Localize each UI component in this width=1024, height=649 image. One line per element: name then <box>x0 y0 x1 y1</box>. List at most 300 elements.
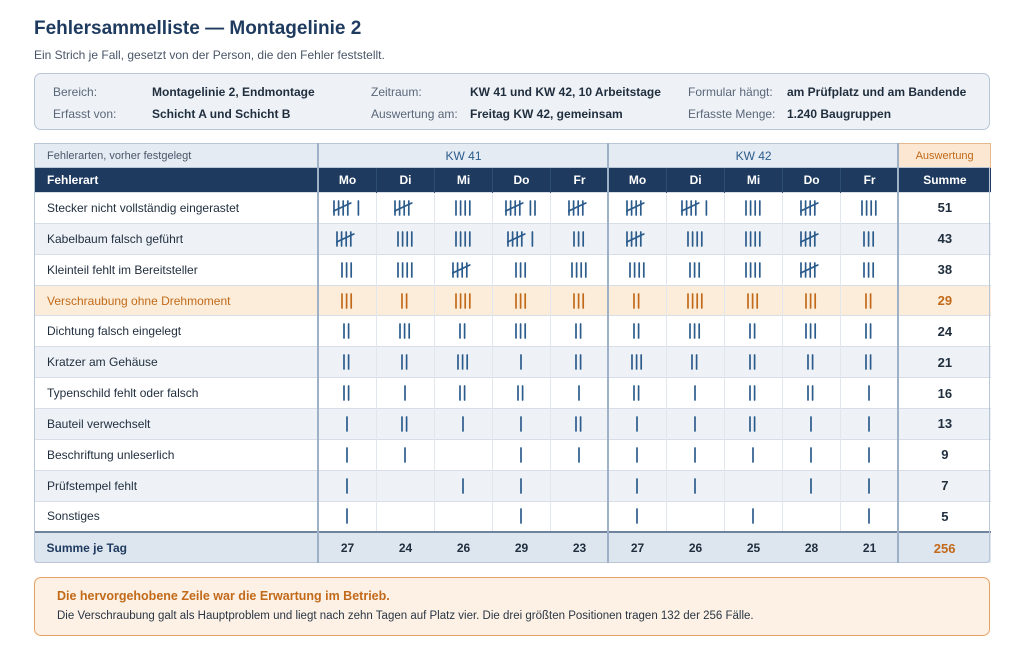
tally-marks <box>336 231 360 247</box>
footer-row <box>35 532 991 563</box>
tally-marks <box>745 231 763 247</box>
tally-marks <box>455 231 473 247</box>
tally-cell <box>609 501 667 532</box>
table-row <box>35 501 991 532</box>
meta-panel <box>34 73 990 130</box>
tally-marks <box>863 231 876 247</box>
tally-marks <box>636 447 640 463</box>
tally-cell <box>493 193 551 224</box>
row-sum: 13 <box>899 409 991 440</box>
menge-label: Erfasste Menge: <box>688 107 776 121</box>
fehlerart-name: Stecker nicht vollständig eingerastet <box>35 193 319 224</box>
tally-cell <box>609 316 667 347</box>
tally-marks <box>405 508 406 524</box>
tally-cell <box>319 501 377 532</box>
tally-marks <box>568 200 592 216</box>
tally-cell <box>725 378 783 409</box>
table-row <box>35 223 991 254</box>
auswertung-value: Freitag KW 42, gemeinsam <box>470 107 623 121</box>
tally-cell <box>725 501 783 532</box>
tally-marks <box>404 385 408 401</box>
tally-cell <box>841 347 899 378</box>
tally-cell <box>609 409 667 440</box>
tally-marks <box>346 478 350 494</box>
tally-marks <box>807 385 816 401</box>
tally-marks <box>800 231 824 247</box>
tally-marks <box>343 385 352 401</box>
tally-marks <box>865 293 874 309</box>
group-header-row <box>35 144 991 168</box>
tally-cell <box>725 470 783 501</box>
tally-cell <box>725 409 783 440</box>
menge-value: 1.240 Baugruppen <box>787 107 892 121</box>
fehlerart-name: Typenschild fehlt oder falsch <box>35 378 319 409</box>
tally-cell <box>725 347 783 378</box>
tally-marks <box>752 508 756 524</box>
tally-table <box>34 143 991 563</box>
tally-cell <box>609 193 667 224</box>
tally-marks <box>865 323 874 339</box>
tally-cell <box>551 254 609 285</box>
tally-marks <box>747 293 760 309</box>
tally-marks <box>752 447 756 463</box>
tally-marks <box>868 416 872 432</box>
tally-cell <box>377 285 435 316</box>
tally-cell <box>725 193 783 224</box>
day-sum: 27 <box>319 532 377 563</box>
tally-marks <box>397 231 415 247</box>
tally-cell <box>551 223 609 254</box>
tally-marks <box>341 293 354 309</box>
row-sum: 43 <box>899 223 991 254</box>
tally-marks <box>520 508 524 524</box>
tally-marks <box>636 478 640 494</box>
table-row <box>35 470 991 501</box>
tally-cell <box>783 223 841 254</box>
tally-cell <box>435 409 493 440</box>
tally-marks <box>459 323 468 339</box>
column-header-row <box>35 168 991 193</box>
tally-marks <box>346 416 350 432</box>
tally-cell <box>667 316 725 347</box>
tally-marks <box>397 262 415 278</box>
col-day: Do <box>783 168 841 193</box>
tally-marks <box>399 323 412 339</box>
tally-cell <box>551 470 609 501</box>
zeitraum-value: KW 41 und KW 42, 10 Arbeitstage <box>470 85 661 99</box>
page-title: Fehlersammelliste — Montagelinie 2 <box>34 18 362 39</box>
tally-marks <box>401 354 410 370</box>
tally-marks <box>394 200 418 216</box>
tally-cell <box>783 254 841 285</box>
zeitraum-label: Zeitraum: <box>371 85 422 99</box>
tally-marks <box>689 262 702 278</box>
col-day: Mi <box>435 168 493 193</box>
table-row <box>35 254 991 285</box>
tally-cell <box>609 223 667 254</box>
tally-cell <box>319 409 377 440</box>
col-summe: Summe <box>899 168 991 193</box>
page-subtitle: Ein Strich je Fall, gesetzt von der Person, die den Fehler feststellt. <box>34 48 385 62</box>
tally-cell <box>783 470 841 501</box>
tally-marks <box>868 385 872 401</box>
table-row <box>35 409 991 440</box>
tally-marks <box>571 262 589 278</box>
fehlerart-name: Kleinteil fehlt im Bereitsteller <box>35 254 319 285</box>
tally-cell <box>493 285 551 316</box>
tally-marks <box>687 293 705 309</box>
tally-cell <box>377 347 435 378</box>
table-row <box>35 378 991 409</box>
tally-cell <box>841 254 899 285</box>
row-sum: 51 <box>899 193 991 224</box>
tally-cell <box>841 439 899 470</box>
tally-marks <box>575 416 584 432</box>
tally-marks <box>636 508 640 524</box>
tally-cell <box>783 409 841 440</box>
tally-cell <box>319 439 377 470</box>
erfasst-label: Erfasst von: <box>53 107 117 121</box>
group-kw41: KW 41 <box>319 144 609 168</box>
col-day: Mo <box>609 168 667 193</box>
tally-cell <box>319 347 377 378</box>
bereich-label: Bereich: <box>53 85 98 99</box>
row-sum: 24 <box>899 316 991 347</box>
tally-marks <box>694 416 698 432</box>
row-sum: 21 <box>899 347 991 378</box>
col-day: Do <box>493 168 551 193</box>
tally-cell <box>377 409 435 440</box>
day-sum: 23 <box>551 532 609 563</box>
tally-marks <box>636 416 640 432</box>
tally-marks <box>805 293 818 309</box>
tally-marks <box>687 231 705 247</box>
tally-marks <box>343 354 352 370</box>
tally-marks <box>573 231 586 247</box>
tally-marks <box>517 385 526 401</box>
tally-marks <box>811 508 812 524</box>
tally-cell <box>841 409 899 440</box>
tally-cell <box>435 285 493 316</box>
tally-cell <box>725 285 783 316</box>
tally-cell <box>841 193 899 224</box>
tally-cell <box>493 254 551 285</box>
tally-marks <box>626 200 650 216</box>
tally-marks <box>515 293 528 309</box>
row-sum: 7 <box>899 470 991 501</box>
tally-marks <box>455 293 473 309</box>
tally-cell <box>841 470 899 501</box>
tally-cell <box>609 378 667 409</box>
day-sum: 21 <box>841 532 899 563</box>
tally-marks <box>633 323 642 339</box>
tally-cell <box>725 439 783 470</box>
tally-marks <box>505 200 538 216</box>
tally-sheet <box>34 143 990 563</box>
tally-marks <box>579 508 580 524</box>
tally-marks <box>520 478 524 494</box>
fehlerart-name: Bauteil verwechselt <box>35 409 319 440</box>
tally-marks <box>868 447 872 463</box>
tally-cell <box>435 223 493 254</box>
tally-marks <box>462 478 466 494</box>
tally-marks <box>749 416 758 432</box>
tally-cell <box>319 254 377 285</box>
day-sum: 29 <box>493 532 551 563</box>
tally-cell <box>667 193 725 224</box>
tally-cell <box>551 285 609 316</box>
tally-cell <box>609 285 667 316</box>
tally-marks <box>457 354 470 370</box>
tally-cell <box>841 285 899 316</box>
tally-marks <box>745 200 763 216</box>
tally-marks <box>463 447 464 463</box>
tally-marks <box>807 354 816 370</box>
fehlerart-name: Dichtung falsch eingelegt <box>35 316 319 347</box>
table-body <box>35 193 991 533</box>
fehlerart-name: Verschraubung ohne Drehmoment <box>35 285 319 316</box>
tally-marks <box>515 323 528 339</box>
col-fehlerart: Fehlerart <box>35 168 319 193</box>
tally-cell <box>667 347 725 378</box>
tally-marks <box>401 416 410 432</box>
tally-cell <box>783 501 841 532</box>
table-row <box>35 347 991 378</box>
tally-cell <box>783 285 841 316</box>
tally-cell <box>435 193 493 224</box>
tally-cell <box>493 439 551 470</box>
tally-marks <box>800 200 824 216</box>
tally-marks <box>346 447 350 463</box>
row-sum: 16 <box>899 378 991 409</box>
table-row <box>35 316 991 347</box>
tally-cell <box>841 378 899 409</box>
tally-cell <box>319 316 377 347</box>
auswertung-label: Auswertung am: <box>371 107 458 121</box>
tally-cell <box>783 347 841 378</box>
tally-marks <box>573 293 586 309</box>
formular-label: Formular hängt: <box>688 85 773 99</box>
tally-cell <box>667 470 725 501</box>
group-kw42: KW 42 <box>609 144 899 168</box>
tally-marks <box>800 262 824 278</box>
tally-cell <box>551 378 609 409</box>
tally-cell <box>377 316 435 347</box>
day-sum: 28 <box>783 532 841 563</box>
tally-cell <box>377 193 435 224</box>
tally-marks <box>810 478 814 494</box>
col-day: Mo <box>319 168 377 193</box>
tally-cell <box>319 285 377 316</box>
col-day: Fr <box>551 168 609 193</box>
tally-marks <box>695 508 696 524</box>
tally-cell <box>493 470 551 501</box>
tally-marks <box>861 200 879 216</box>
tally-cell <box>493 501 551 532</box>
tally-cell <box>377 378 435 409</box>
erfasst-value: Schicht A und Schicht B <box>152 107 291 121</box>
tally-cell <box>377 254 435 285</box>
meta-row-1 <box>35 83 989 101</box>
tally-cell <box>725 223 783 254</box>
tally-cell <box>667 409 725 440</box>
footer-label: Summe je Tag <box>35 532 319 563</box>
tally-cell <box>667 439 725 470</box>
tally-cell <box>551 439 609 470</box>
tally-cell <box>783 316 841 347</box>
tally-marks <box>749 354 758 370</box>
tally-marks <box>745 262 763 278</box>
tally-cell <box>377 223 435 254</box>
tally-cell <box>493 378 551 409</box>
tally-marks <box>810 416 814 432</box>
tally-cell <box>783 193 841 224</box>
meta-row-2 <box>35 105 989 123</box>
tally-marks <box>455 200 473 216</box>
tally-cell <box>319 470 377 501</box>
tally-marks <box>507 231 535 247</box>
tally-cell <box>841 223 899 254</box>
tally-cell <box>667 501 725 532</box>
group-auswertung: Auswertung <box>899 144 991 168</box>
tally-marks <box>868 478 872 494</box>
tally-cell <box>667 223 725 254</box>
tally-cell <box>435 254 493 285</box>
tally-marks <box>404 447 408 463</box>
tally-marks <box>579 478 580 494</box>
row-sum: 9 <box>899 439 991 470</box>
tally-marks <box>694 385 698 401</box>
tally-marks <box>341 262 354 278</box>
tally-cell <box>841 501 899 532</box>
tally-cell <box>377 439 435 470</box>
tally-marks <box>810 447 814 463</box>
tally-marks <box>863 262 876 278</box>
tally-cell <box>319 193 377 224</box>
col-day: Di <box>377 168 435 193</box>
note-title: Die hervorgehobene Zeile war die Erwartung im Betrieb. <box>57 589 390 603</box>
tally-cell <box>725 254 783 285</box>
tally-marks <box>694 447 698 463</box>
tally-cell <box>435 316 493 347</box>
formular-value: am Prüfplatz und am Bandende <box>787 85 967 99</box>
tally-cell <box>435 501 493 532</box>
fehlerart-name: Prüfstempel fehlt <box>35 470 319 501</box>
tally-cell <box>319 223 377 254</box>
fehlerart-name: Beschriftung unleserlich <box>35 439 319 470</box>
tally-cell <box>377 470 435 501</box>
grand-total: 256 <box>899 532 991 563</box>
tally-cell <box>667 254 725 285</box>
tally-marks <box>633 293 642 309</box>
tally-marks <box>462 416 466 432</box>
tally-cell <box>435 378 493 409</box>
tally-marks <box>343 323 352 339</box>
tally-marks <box>578 447 582 463</box>
tally-marks <box>515 262 528 278</box>
tally-marks <box>459 385 468 401</box>
tally-cell <box>493 409 551 440</box>
fehlerart-name: Sonstiges <box>35 501 319 532</box>
fehlerart-name: Kratzer am Gehäuse <box>35 347 319 378</box>
tally-marks <box>868 508 872 524</box>
tally-cell <box>435 439 493 470</box>
tally-marks <box>631 354 644 370</box>
tally-cell <box>551 409 609 440</box>
tally-cell <box>493 223 551 254</box>
tally-marks <box>520 416 524 432</box>
table-row <box>35 439 991 470</box>
tally-marks <box>346 508 350 524</box>
tally-marks <box>753 478 754 494</box>
tally-cell <box>783 439 841 470</box>
tally-marks <box>691 354 700 370</box>
tally-cell <box>435 347 493 378</box>
tally-cell <box>493 316 551 347</box>
table-row <box>35 285 991 316</box>
day-sum: 25 <box>725 532 783 563</box>
tally-marks <box>520 354 524 370</box>
day-sum: 26 <box>435 532 493 563</box>
tally-marks <box>452 262 476 278</box>
tally-cell <box>551 501 609 532</box>
tally-cell <box>725 316 783 347</box>
tally-cell <box>609 347 667 378</box>
col-day: Mi <box>725 168 783 193</box>
tally-cell <box>609 470 667 501</box>
tally-cell <box>551 193 609 224</box>
row-sum: 5 <box>899 501 991 532</box>
tally-marks <box>629 262 647 278</box>
tally-marks <box>401 293 410 309</box>
tally-cell <box>551 316 609 347</box>
tally-marks <box>694 478 698 494</box>
tally-marks <box>805 323 818 339</box>
tally-marks <box>626 231 650 247</box>
table-row <box>35 193 991 224</box>
row-sum: 38 <box>899 254 991 285</box>
col-day: Fr <box>841 168 899 193</box>
tally-cell <box>551 347 609 378</box>
row-sum: 29 <box>899 285 991 316</box>
tally-cell <box>667 285 725 316</box>
col-day: Di <box>667 168 725 193</box>
callout-note <box>34 577 990 636</box>
tally-marks <box>405 478 406 494</box>
group-fehlerarten: Fehlerarten, vorher festgelegt <box>35 144 319 168</box>
tally-marks <box>575 323 584 339</box>
day-sum: 26 <box>667 532 725 563</box>
tally-cell <box>493 347 551 378</box>
tally-cell <box>667 378 725 409</box>
tally-cell <box>609 439 667 470</box>
tally-marks <box>333 200 361 216</box>
tally-marks <box>689 323 702 339</box>
tally-cell <box>435 470 493 501</box>
tally-cell <box>609 254 667 285</box>
tally-marks <box>520 447 524 463</box>
tally-cell <box>377 501 435 532</box>
tally-marks <box>749 385 758 401</box>
tally-cell <box>319 378 377 409</box>
tally-marks <box>633 385 642 401</box>
day-sum: 24 <box>377 532 435 563</box>
tally-marks <box>463 508 464 524</box>
tally-marks <box>681 200 709 216</box>
fehlerart-name: Kabelbaum falsch geführt <box>35 223 319 254</box>
tally-cell <box>841 316 899 347</box>
bereich-value: Montagelinie 2, Endmontage <box>152 85 315 99</box>
